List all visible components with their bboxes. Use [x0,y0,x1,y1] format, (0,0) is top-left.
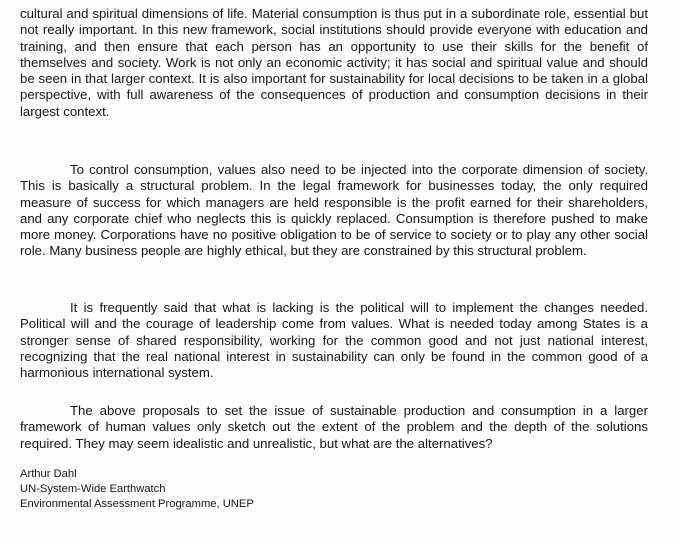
author-name: Arthur Dahl [20,468,77,480]
author-programme: Environmental Assessment Programme, UNEP [20,498,254,510]
paragraph-conclusion: The above proposals to set the issue of sustainable production and consumption in a larger framework of human values only sketch out the extent of the problem and the depth of the solutions required. They may seem idealistic and unrealistic, but what are the alternatives? [20,403,648,451]
author-organization: UN-System-Wide Earthwatch [20,483,166,495]
signature-block [20,467,420,512]
paragraph-corporate-consumption: To control consumption, values also need to be injected into the corporate dimension of society. This is basically a structural problem. In the legal framework for businesses today, the only required measure of success for which managers are held responsible is the profit earned for their shareholders, and any corporate chief who neglects this is quickly replaced. Consumption is therefore pushed to make more money. Corporations have no positive obligation to be of service to society or to play any other social role. Many business people are highly ethical, but they are constrained by this structural problem. [20,162,648,259]
paragraph-political-will: It is frequently said that what is lacking is the political will to implement the changes needed. Political will and the courage of leadership come from values. What is needed today among States is a stronger sense of shared responsibility, working for the common good and not just national interest, recognizing that the real national interest in sustainability can only be found in the common good of a harmonious international system. [20,300,648,381]
paragraph-continuation: cultural and spiritual dimensions of life. Material consumption is thus put in a subordinate role, essential but not really important. In this new framework, social institutions should provide everyone with education and training, and then ensure that each person has an opportunity to use their skills for the benefit of themselves and society. Work is not only an economic activity; it has social and spiritual value and should be seen in that larger context. It is also important for sustainability for local decisions to be taken in a global perspective, with full awareness of the consequences of production and consumption decisions in their largest context. [20,6,648,119]
